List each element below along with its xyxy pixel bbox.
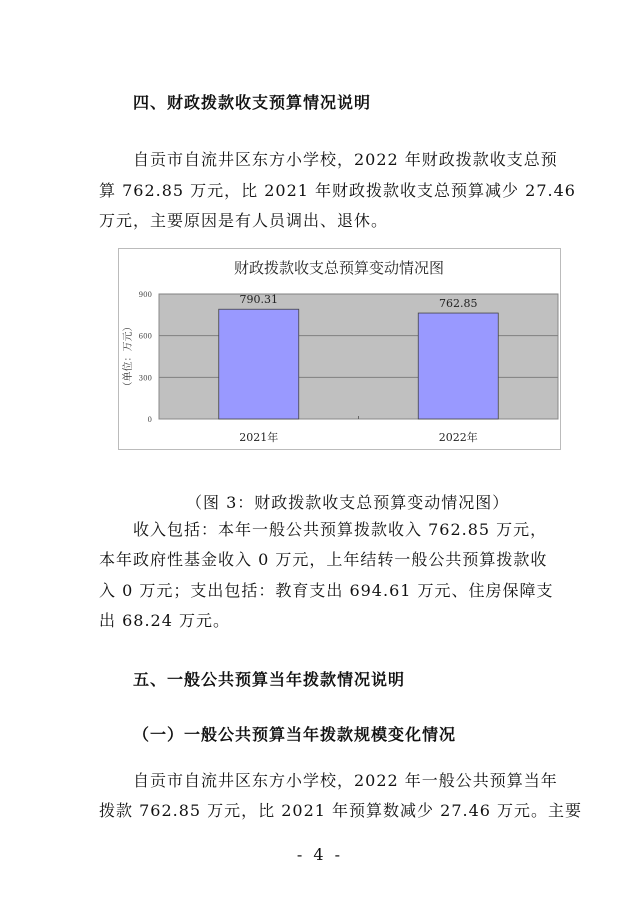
paragraph-line: 收入包括：本年一般公共预算拨款收入 762.85 万元， xyxy=(133,520,548,539)
bar xyxy=(219,309,299,419)
y-tick-label: 0 xyxy=(147,416,152,424)
paragraph-line: 拨款 762.85 万元，比 2021 年预算数减少 27.46 万元。主要 xyxy=(99,801,583,820)
chart-title: 财政拨款收支总预算变动情况图 xyxy=(233,259,445,277)
section5-subheading: （一）一般公共预算当年拨款规模变化情况 xyxy=(133,725,457,744)
y-tick-label: 300 xyxy=(138,374,152,383)
paragraph-line: 万元，主要原因是有人员调出、退休。 xyxy=(99,211,389,230)
x-tick-label: 2022年 xyxy=(438,431,478,444)
data-label: 762.85 xyxy=(439,297,478,311)
section5-heading: 五、一般公共预算当年拨款情况说明 xyxy=(133,670,406,689)
page-number: - 4 - xyxy=(296,845,344,864)
y-axis-label: （单位：万元） xyxy=(123,321,134,392)
paragraph-line: 入 0 万元；支出包括：教育支出 694.61 万元、住房保障支 xyxy=(99,581,554,600)
paragraph-line: 本年政府性基金收入 0 万元，上年结转一般公共预算拨款收 xyxy=(99,550,548,569)
paragraph-line: 自贡市自流井区东方小学校，2022 年财政拨款收支总预 xyxy=(133,150,558,169)
section4-heading: 四、财政拨款收支预算情况说明 xyxy=(133,93,372,112)
budget-change-chart xyxy=(118,248,561,450)
figure-caption: （图 3：财政拨款收支总预算变动情况图） xyxy=(186,493,510,512)
y-tick-label: 600 xyxy=(138,332,152,341)
x-tick-label: 2021年 xyxy=(239,431,279,444)
y-tick-label: 900 xyxy=(138,291,152,299)
paragraph-line: 自贡市自流井区东方小学校，2022 年一般公共预算当年 xyxy=(133,771,558,790)
paragraph-line: 出 68.24 万元。 xyxy=(99,611,230,630)
data-label: 790.31 xyxy=(239,293,278,307)
bar xyxy=(418,313,498,419)
paragraph-line: 算 762.85 万元，比 2021 年财政拨款收支总预算减少 27.46 xyxy=(99,181,576,200)
